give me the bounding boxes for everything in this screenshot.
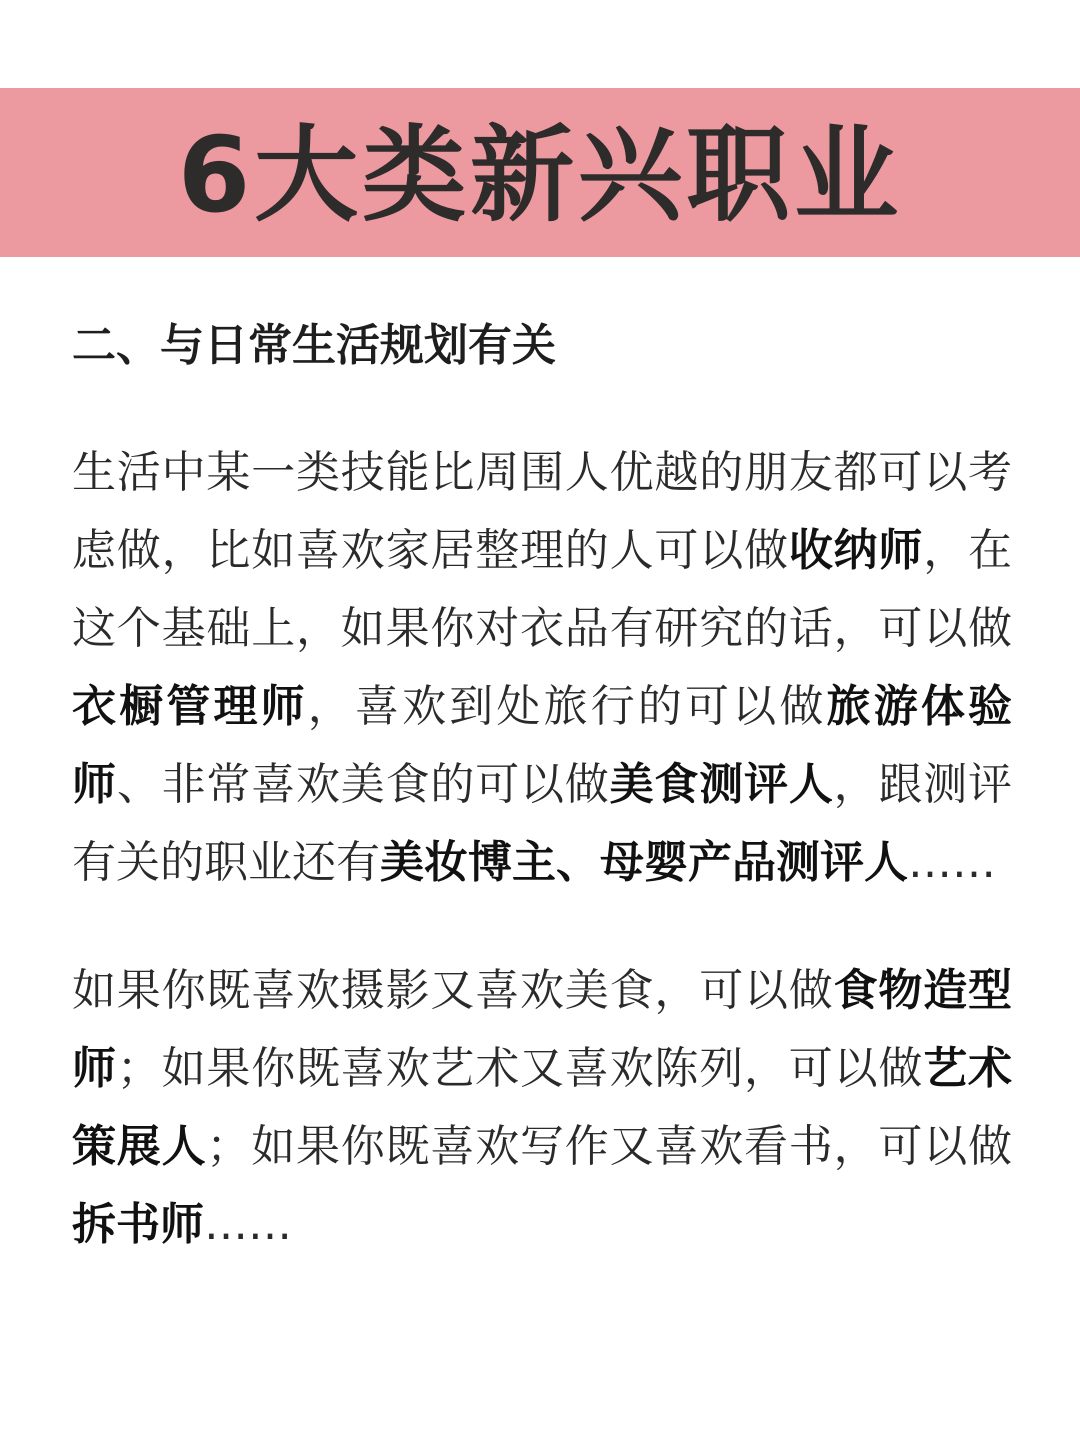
highlight-job: 拆书师 [72, 1199, 204, 1250]
paragraph-text: …… [908, 837, 996, 888]
paragraph-text: 如果你既喜欢摄影又喜欢美食，可以做 [72, 965, 834, 1016]
paragraph-daily-life [72, 434, 1012, 902]
section-heading: 二、与日常生活规划有关 [72, 320, 556, 371]
article-body [72, 314, 1012, 1264]
highlight-job: 美妆博主、母婴产品测评人 [380, 837, 908, 888]
paragraph-text: ，在这个基础上，如果你对衣品有研究的话，可以做 [72, 525, 1013, 654]
paragraph-text: ，跟测评有关的职业还有 [72, 759, 1013, 888]
highlight-job: 食物造型师 [72, 965, 1013, 1094]
highlight-job: 旅游体验师 [72, 681, 1013, 810]
highlight-job: 收纳师 [788, 525, 924, 576]
highlight-job: 艺术策展人 [72, 1043, 1013, 1172]
paragraph-text: ；如果你既喜欢艺术又喜欢陈列，可以做 [116, 1043, 924, 1094]
highlight-job: 衣橱管理师 [72, 681, 308, 732]
title-banner [0, 88, 1080, 257]
paragraph-text: …… [204, 1199, 292, 1250]
paragraph-combined-interests [72, 952, 1012, 1264]
paragraph-text: 、非常喜欢美食的可以做 [116, 759, 610, 810]
paragraph-text: ，喜欢到处旅行的可以做 [307, 681, 827, 732]
paragraph-text: 生活中某一类技能比周围人优越的朋友都可以考虑做，比如喜欢家居整理的人可以做 [72, 447, 1012, 576]
highlight-job: 美食测评人 [609, 759, 834, 810]
paragraph-text: ；如果你既喜欢写作又喜欢看书，可以做 [206, 1121, 1013, 1172]
page-title: 6大类新兴职业 [177, 113, 903, 236]
